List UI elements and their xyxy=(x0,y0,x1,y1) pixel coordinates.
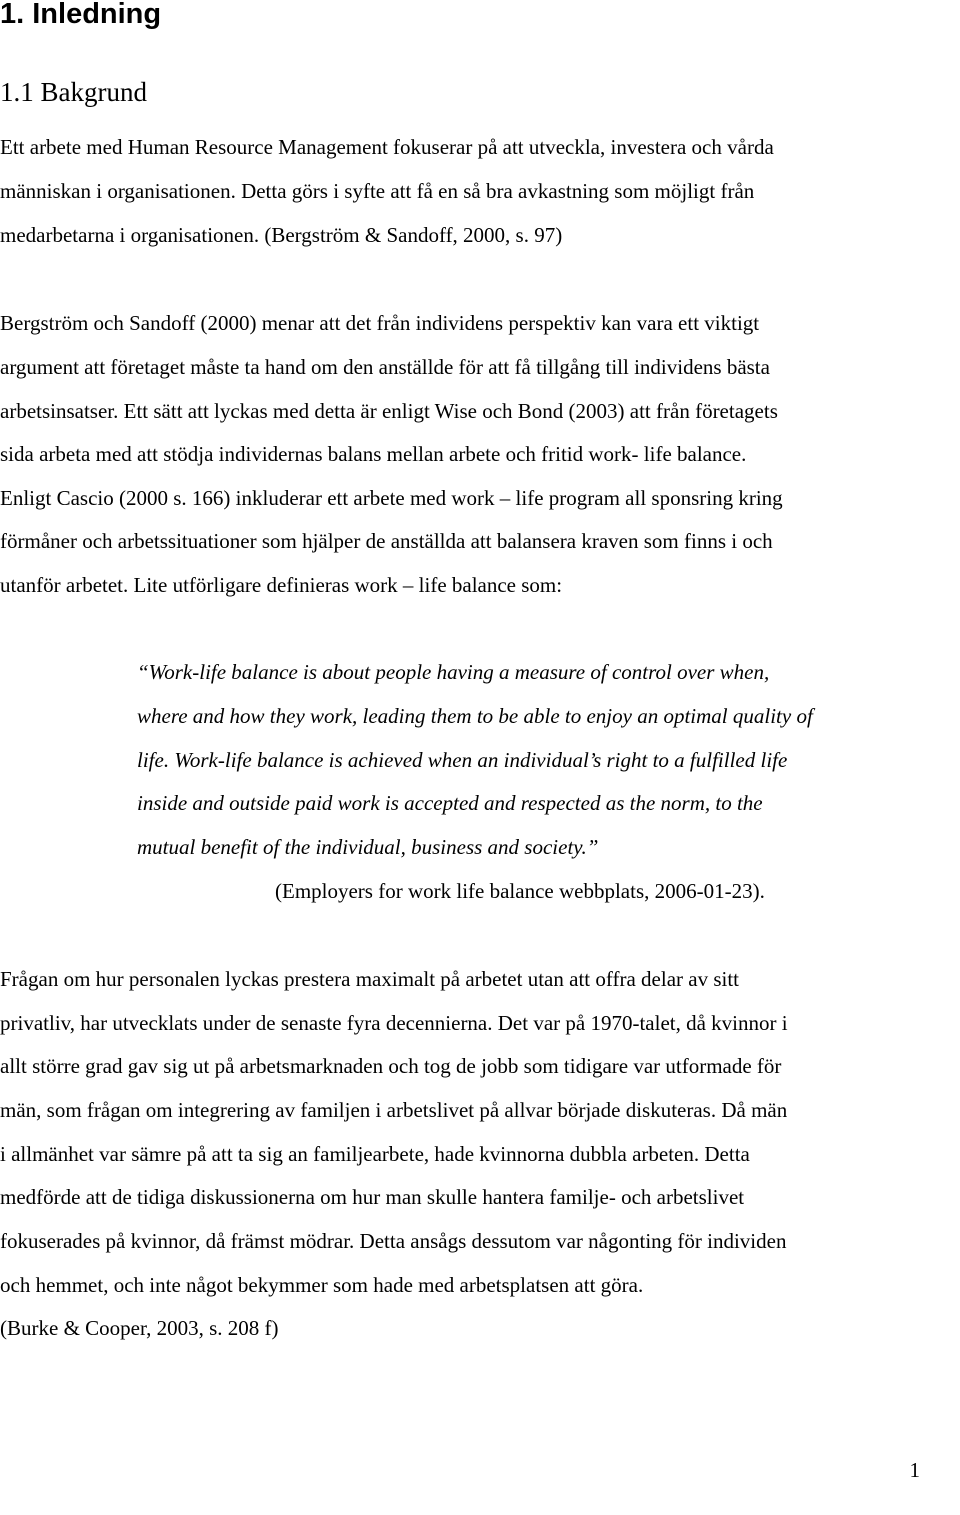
paragraph-line: medarbetarna i organisationen. (Bergström & Sandoff, 2000, s. 97) xyxy=(0,223,563,247)
paragraph-line: utanför arbetet. Lite utförligare definieras work – life balance som: xyxy=(0,573,563,597)
paragraph-line: män, som frågan om integrering av familjen i arbetslivet på allvar började diskuteras. Då män xyxy=(0,1098,788,1122)
paragraph-line: privatliv, har utvecklats under de senaste fyra decennierna. Det var på 1970-talet, då kvinnor i xyxy=(0,1011,788,1035)
paragraph-line: allt större grad gav sig ut på arbetsmarknaden och tog de jobb som tidigare var utformade för xyxy=(0,1054,782,1078)
quote-line: inside and outside paid work is accepted and respected as the norm, to the xyxy=(137,791,763,815)
quote-source: (Employers for work life balance webbplats, 2006-01-23). xyxy=(275,879,765,903)
page-number: 1 xyxy=(909,1458,920,1482)
quote-line: mutual benefit of the individual, business and society.” xyxy=(137,835,599,859)
paragraph-line: argument att företaget måste ta hand om den anställde för att få tillgång till individens bästa xyxy=(0,355,770,379)
paragraph-line: arbetsinsatser. Ett sätt att lyckas med detta är enligt Wise och Bond (2003) att från företagets xyxy=(0,399,778,423)
paragraph-line: i allmänhet var sämre på att ta sig an familjearbete, hade kvinnorna dubbla arbeten. Detta xyxy=(0,1142,750,1166)
chapter-heading: 1. Inledning xyxy=(0,0,162,30)
paragraph-line: och hemmet, och inte något bekymmer som hade med arbetsplatsen att göra. xyxy=(0,1273,644,1297)
paragraph-line: Frågan om hur personalen lyckas prestera maximalt på arbetet utan att offra delar av sitt xyxy=(0,967,739,991)
quote-line: “Work-life balance is about people having a measure of control over when, xyxy=(137,660,770,684)
paragraph-line: fokuserades på kvinnor, då främst mödrar. Detta ansågs dessutom var någonting för individen xyxy=(0,1229,787,1253)
paragraph-line: Ett arbete med Human Resource Management fokuserar på att utveckla, investera och vårda xyxy=(0,135,774,159)
paragraph-line: människan i organisationen. Detta görs i syfte att få en så bra avkastning som möjligt från xyxy=(0,179,755,203)
paragraph-line: Bergström och Sandoff (2000) menar att det från individens perspektiv kan vara ett viktigt xyxy=(0,311,760,335)
quote-line: where and how they work, leading them to be able to enjoy an optimal quality of xyxy=(137,704,813,728)
paragraph-line: medförde att de tidiga diskussionerna om hur man skulle hantera familje- och arbetslivet xyxy=(0,1185,745,1209)
section-heading: 1.1 Bakgrund xyxy=(0,77,147,107)
quote-line: life. Work-life balance is achieved when an individual’s right to a fulfilled life xyxy=(137,748,788,772)
paragraph-line: sida arbeta med att stödja individernas balans mellan arbete och fritid work- life balance. xyxy=(0,442,747,466)
paragraph-line: förmåner och arbetssituationer som hjälper de anställda att balansera kraven som finns i och xyxy=(0,529,773,553)
citation-line: (Burke & Cooper, 2003, s. 208 f) xyxy=(0,1316,279,1340)
paragraph-line: Enligt Cascio (2000 s. 166) inkluderar ett arbete med work – life program all sponsring kring xyxy=(0,486,783,510)
